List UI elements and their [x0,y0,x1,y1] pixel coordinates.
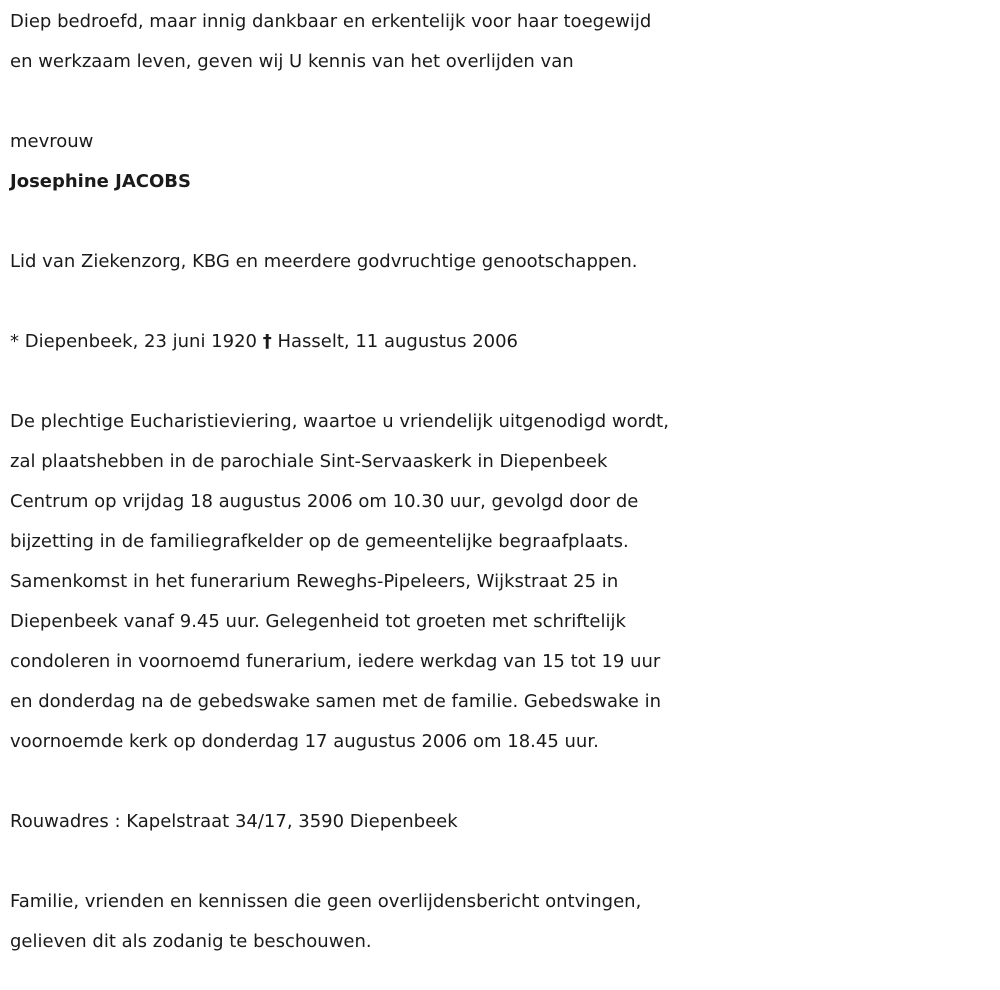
spacer [10,202,995,242]
cross-icon: † [262,331,272,352]
dates-line [10,322,995,362]
spacer [10,362,995,402]
service-line: voornoemde kerk op donderdag 17 augustus 2006 om 18.45 uur. [10,731,599,752]
service-line: Samenkomst in het funerarium Reweghs-Pipeleers, Wijkstraat 25 in [10,571,619,592]
death-date: Hasselt, 11 augustus 2006 [277,331,519,352]
spacer [10,82,995,122]
spacer [10,842,995,882]
birth-date: * Diepenbeek, 23 juni 1920 [10,331,257,352]
death-notice [10,2,995,962]
salutation: mevrouw [10,131,94,152]
service-line: Diepenbeek vanaf 9.45 uur. Gelegenheid tot groeten met schriftelijk [10,611,626,632]
spacer [10,762,995,802]
service-line: condoleren in voornoemd funerarium, iedere werkdag van 15 tot 19 uur [10,651,661,672]
closing-line-2: gelieven dit als zodanig te beschouwen. [10,931,372,952]
service-line: De plechtige Eucharistieviering, waartoe u vriendelijk uitgenodigd wordt, [10,411,669,432]
service-line: en donderdag na de gebedswake samen met de familie. Gebedswake in [10,691,661,712]
intro-line-2: en werkzaam leven, geven wij U kennis van het overlijden van [10,51,574,72]
service-line: bijzetting in de familiegrafkelder op de gemeentelijke begraafplaats. [10,531,629,552]
spacer [10,282,995,322]
service-line: Centrum op vrijdag 18 augustus 2006 om 10.30 uur, gevolgd door de [10,491,639,512]
deceased-name: Josephine JACOBS [10,171,191,192]
memberships: Lid van Ziekenzorg, KBG en meerdere godvruchtige genootschappen. [10,251,638,272]
service-line: zal plaatshebben in de parochiale Sint-Servaaskerk in Diepenbeek [10,451,608,472]
intro-line-1: Diep bedroefd, maar innig dankbaar en erkentelijk voor haar toegewijd [10,11,652,32]
closing-line-1: Familie, vrienden en kennissen die geen overlijdensbericht ontvingen, [10,891,642,912]
mourning-address: Rouwadres : Kapelstraat 34/17, 3590 Diepenbeek [10,811,458,832]
